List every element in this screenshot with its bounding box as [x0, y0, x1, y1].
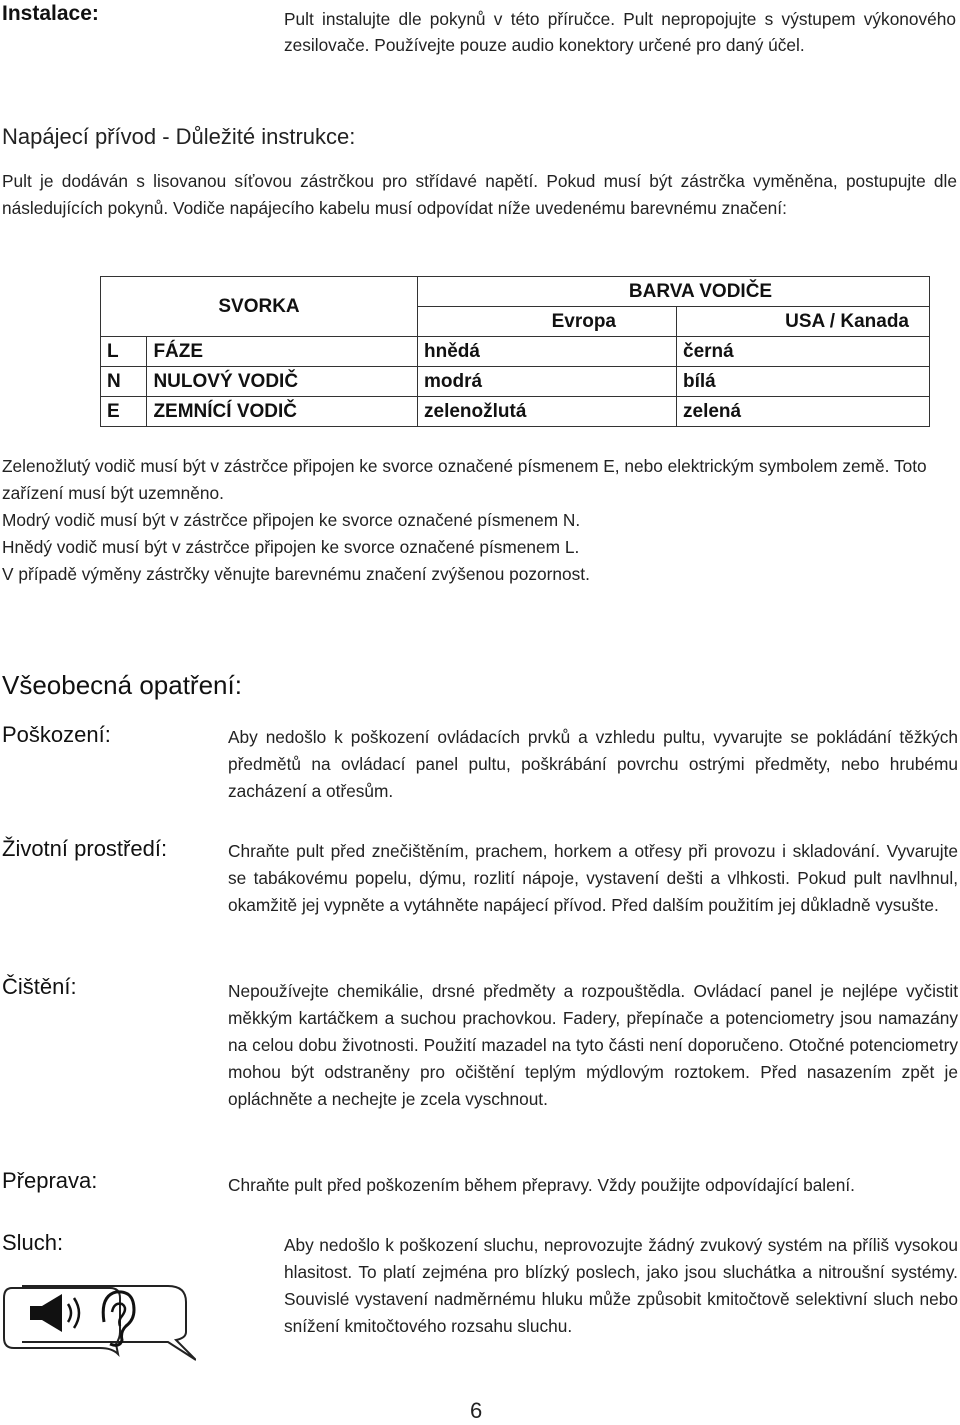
- hearing-text: Aby nedošlo k poškození sluchu, neprovozujte žádný zvukový systém na příliš vysokou hlasitost. To platí zejména pro blízký poslech, jako jsou sluchátka a nitroušní systémy. Souvislé vystavení nadměrnému hluku může způsobit kmitočtově selektivní sluch nebo snížení kmitočtového rozsahu sluchu.: [284, 1235, 958, 1336]
- note-line: Modrý vodič musí být v zástrčce připojen ke svorce označené písmenem N.: [2, 510, 581, 530]
- general-heading: Všeobecná opatření:: [2, 670, 242, 700]
- page-number: 6: [470, 1398, 483, 1423]
- note-line: V případě výměny zástrčky věnujte barevnému značení zvýšenou pozornost.: [2, 564, 590, 584]
- environment-text: Chraňte pult před znečištěním, prachem, horkem a otřesy při provozu i skladování. Vyvarujte se tabákovému popelu, dýmu, rozlití nápoje, vystavení dešti a vlhkosti. Pokud pult navlhnul, okamžitě jej vypněte a vytáhněte napájecí přívod. Před dalším použitím jej důkladně vysušte.: [228, 841, 958, 915]
- color-header: BARVA VODIČE: [418, 277, 930, 307]
- install-text: Pult instalujte dle pokynů v této příručce. Pult nepropojujte s výstupem výkonového zesilovače. Používejte pouze audio konektory určené pro daný účel.: [284, 9, 956, 55]
- terminal-name: FÁZE: [147, 337, 418, 367]
- environment-label: Životní prostředí:: [2, 836, 168, 861]
- table-row: [101, 367, 930, 397]
- europe-color: hnědá: [418, 337, 677, 367]
- loudspeaker-ear-icon: [0, 1278, 196, 1374]
- europe-color: modrá: [418, 367, 677, 397]
- transport-label: Přeprava:: [2, 1168, 98, 1193]
- note-line: Zelenožlutý vodič musí být v zástrčce připojen ke svorce označené písmenem E, nebo elektrickým symbolem země. Toto zařízení musí být uzemněno.: [2, 456, 927, 503]
- power-text: Pult je dodáván s lisovanou síťovou zástrčkou pro střídavé napětí. Pokud musí být zástrčka vyměněna, postupujte dle následujících pokynů. Vodiče napájecího kabelu musí odpovídat níže uvedenému barevnému značení:: [2, 171, 957, 218]
- usa-color: černá: [677, 337, 930, 367]
- table-row: [101, 337, 930, 367]
- usa-header: USA / Kanada: [677, 307, 930, 337]
- terminal-code: L: [101, 337, 147, 367]
- install-heading: Instalace:: [2, 2, 99, 25]
- wiring-notes: [2, 453, 960, 588]
- wire-color-table: [100, 276, 930, 427]
- terminal-name: NULOVÝ VODIČ: [147, 367, 418, 397]
- damage-label: Poškození:: [2, 722, 111, 747]
- usa-color: bílá: [677, 367, 930, 397]
- damage-text: Aby nedošlo k poškození ovládacích prvků a vzhledu pultu, vyvarujte se pokládání těžkých předmětů na ovládací panel pultu, poškrábání povrchu ostrými předměty, nebo hrubému zacházení a otřesům.: [228, 727, 958, 801]
- terminal-code: N: [101, 367, 147, 397]
- cleaning-text: Nepoužívejte chemikálie, drsné předměty a rozpouštědla. Ovládací panel je nejlépe vyčistit měkkým kartáčkem a suchou prachovkou. Fadery, přepínače a potenciometry jsou namazány na celou dobu životnosti. Použití mazadel na tyto části není doporučeno. Otočné potenciometry mohou být odstraněny pro očištění teplým mýdlovým roztokem. Před nasazením zpět je opláchněte a nechejte je zcela vyschnout.: [228, 981, 958, 1109]
- transport-text: Chraňte pult před poškozením během přepravy. Vždy použijte odpovídající balení.: [228, 1175, 855, 1195]
- power-heading: Napájecí přívod - Důležité instrukce:: [2, 124, 356, 149]
- europe-color: zelenožlutá: [418, 397, 677, 427]
- hearing-label: Sluch:: [2, 1230, 64, 1255]
- terminal-name: ZEMNÍCÍ VODIČ: [147, 397, 418, 427]
- terminal-code: E: [101, 397, 147, 427]
- europe-header: Evropa: [418, 307, 677, 337]
- terminal-header: SVORKA: [101, 277, 418, 337]
- table-row: [101, 397, 930, 427]
- cleaning-label: Čištění:: [2, 974, 77, 999]
- note-line: Hnědý vodič musí být v zástrčce připojen ke svorce označené písmenem L.: [2, 537, 580, 557]
- usa-color: zelená: [677, 397, 930, 427]
